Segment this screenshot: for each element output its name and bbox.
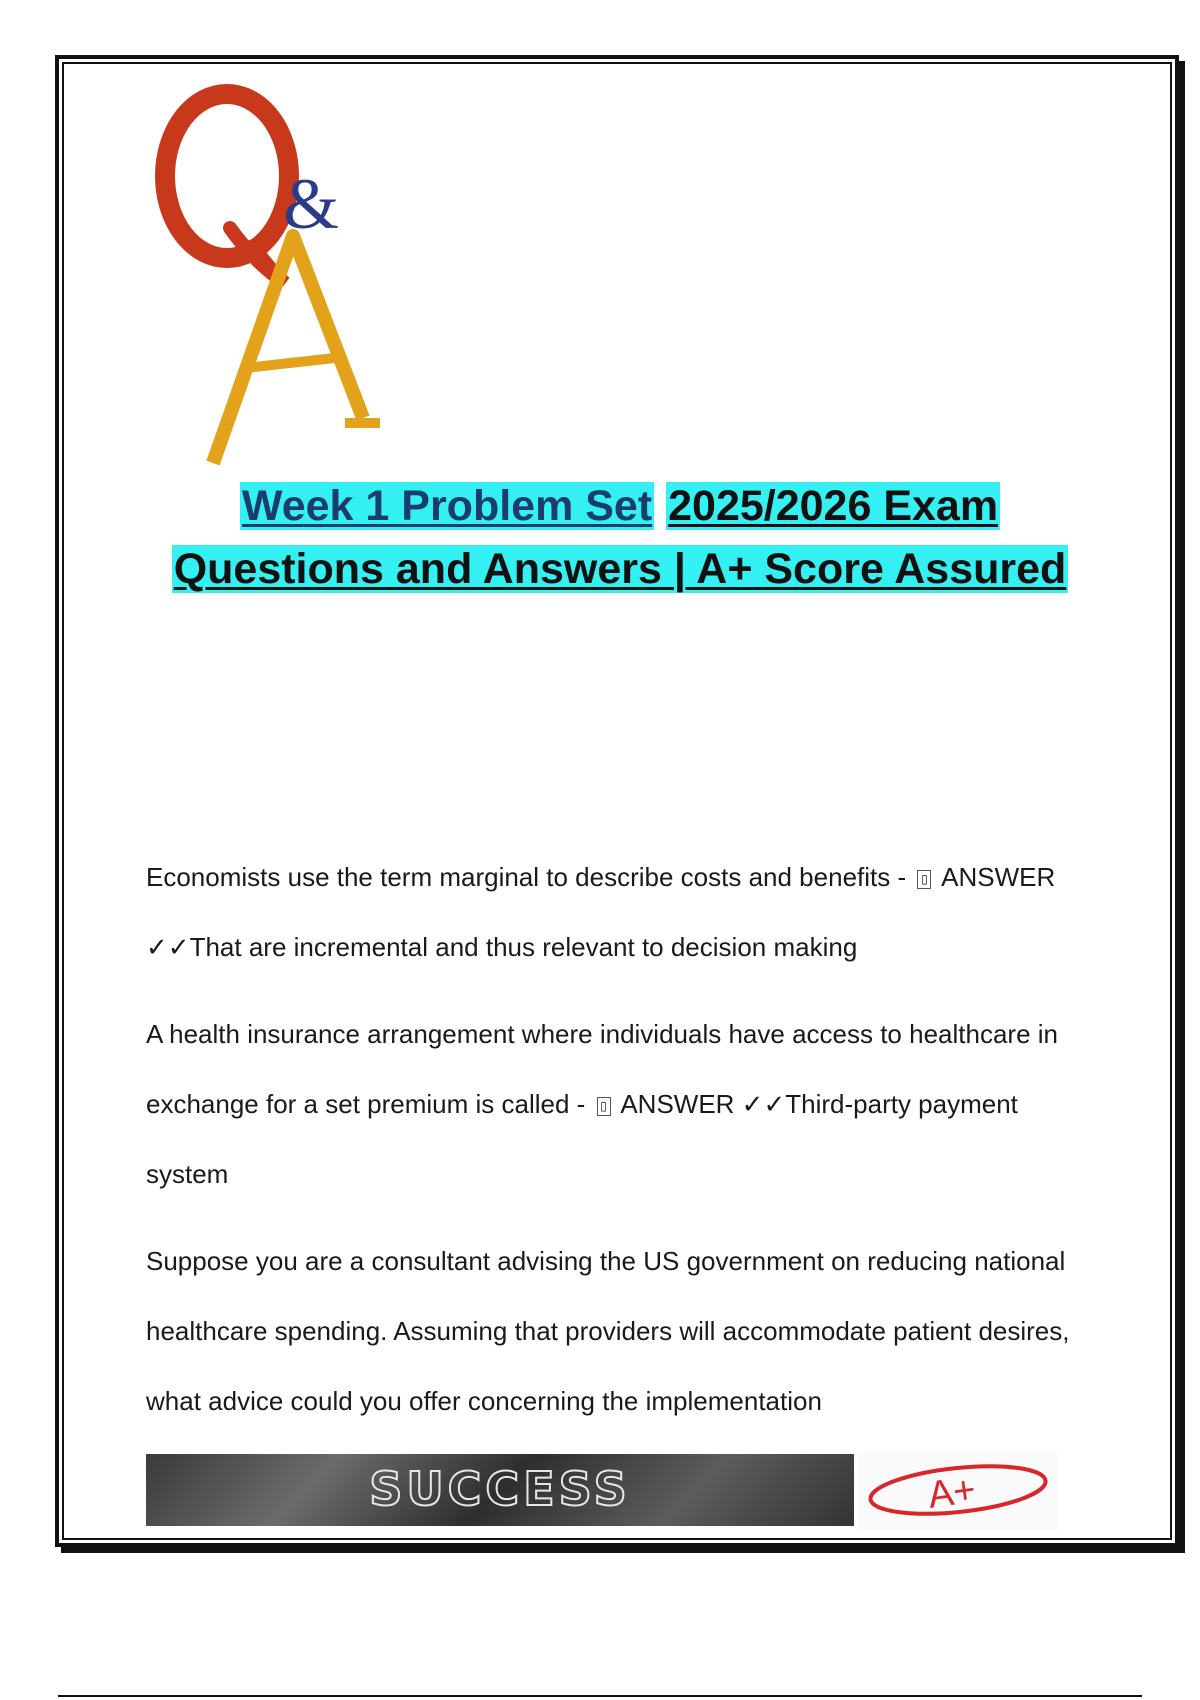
question-1: Economists use the term marginal to describe costs and benefits - (146, 862, 907, 892)
logo-q-letter (165, 94, 289, 283)
title-part-1: Week 1 Problem Set (241, 482, 653, 530)
qa-item-1 (146, 842, 1086, 982)
title-part-2: 2025/2026 Exam Questions and Answers | A+ Score Assured (173, 482, 1067, 593)
answer-label-1: ANSWER ✓✓ (146, 862, 1056, 962)
answer-2: Third-party payment system (146, 1089, 1018, 1189)
success-banner (146, 1454, 854, 1526)
question-3: Suppose you are a consultant advising the US government on reducing national healthcare spending. Assuming that providers will accommodate patient desires, what advice could you offer concerning the implementation (146, 1246, 1070, 1416)
question-2: A health insurance arrangement where individuals have access to healthcare in exchange for a set premium is called - (146, 1019, 1058, 1119)
answer-1: That are incremental and thus relevant to decision making (189, 932, 858, 962)
footer-divider (58, 1695, 1142, 1697)
qa-item-2 (146, 999, 1086, 1209)
marker-icon: ▯ (597, 1097, 611, 1116)
a-plus-stamp-icon (858, 1452, 1058, 1530)
document-title (160, 475, 1080, 601)
answer-label-2: ANSWER ✓✓ (620, 1089, 786, 1119)
success-banner-text: SUCCESS (369, 1462, 631, 1516)
qa-content (146, 842, 1086, 1453)
logo-a-letter (213, 236, 380, 463)
marker-icon: ▯ (917, 870, 931, 889)
qa-item-3 (146, 1226, 1086, 1436)
grade-stamp-text: A+ (925, 1468, 979, 1517)
logo-ampersand: & (283, 164, 340, 244)
qa-logo (145, 78, 405, 468)
